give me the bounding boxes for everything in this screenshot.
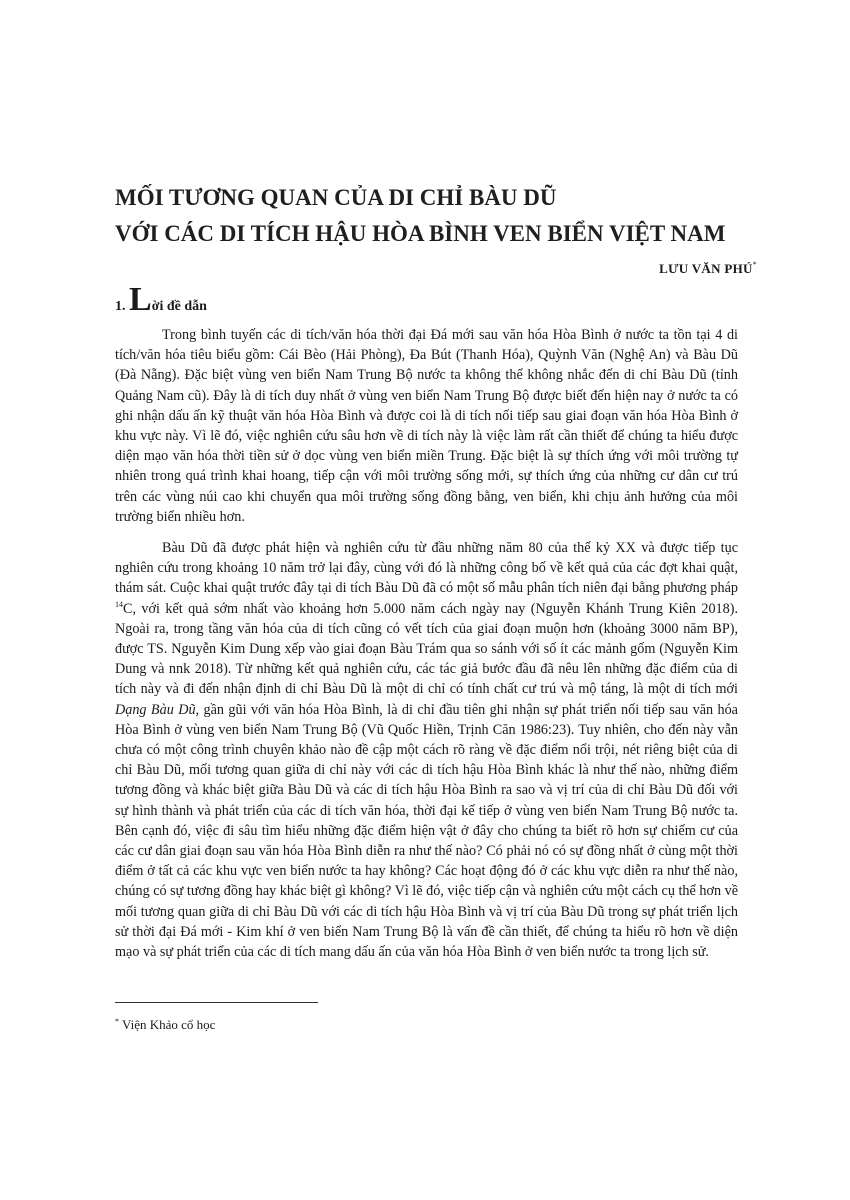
footnote-marker: * xyxy=(115,1017,119,1026)
author-name xyxy=(659,260,757,277)
paragraph-2-part-c: gần gũi với văn hóa Hòa Bình, là di chỉ đầu tiên ghi nhận sự phát triển nối tiếp sau văn hóa Hòa Bình ở vùng ven biển Nam Trung Bộ (Vũ Quốc Hiền, Trịnh Căn 1986:23). Tuy nhiên, cho đến này vẫn chưa có một công trình chuyên khảo nào đề cập một cách rõ ràng về đặc điểm nổi trội, nét riêng biệt của di chỉ Bàu Dũ, mối tương quan giữa di chỉ này với các di tích hậu Hòa Bình khác là như thế nào, những điểm tương đồng và khác biệt giữa Bàu Dũ và các di tích hậu Hòa Bình ra sao và vị trí của di chỉ Bàu Dũ đối với sự hình thành và phát triển của các di tích văn hóa, thời đại kế tiếp ở vùng ven biển Nam Trung Bộ nước ta. Bên cạnh đó, việc đi sâu tìm hiểu những đặc điểm hiện vật ở đây cho chúng ta biết rõ hơn sự chiếm cư của các cư dân giai đoạn sau văn hóa Hòa Bình diễn ra như thế nào? Có phải nó có sự đồng nhất ở cùng một thời điểm ở tất cả các khu vực ven biển nước ta hay không? Các hoạt động đó ở các khu vực diễn ra như thế nào, chúng có sự tương đồng hay khác biệt gì không? Vì lẽ đó, việc tiếp cận và nghiên cứu một cách cụ thể hơn về mối tương quan giữa di chỉ Bàu Dũ với các di tích hậu Hòa Bình và vị trí của Bàu Dũ trong sự phát triển lịch sử thời đại Đá mới - Kim khí ở ven biển Nam Trung Bộ là vấn đề cần thiết, để chúng ta hiểu rõ hơn về diện mạo và sự phát triển của các di tích mang dấu ấn của văn hóa Hòa Bình ở ven biển nước ta trong lịch sử. xyxy=(115,701,738,961)
section-dropcap: L xyxy=(129,281,152,318)
article-title xyxy=(115,180,755,252)
title-line-1: MỐI TƯƠNG QUAN CỦA DI CHỈ BÀU DŨ xyxy=(115,185,557,210)
body-text xyxy=(115,325,738,973)
title-line-2: VỚI CÁC DI TÍCH HẬU HÒA BÌNH VEN BIỂN VIỆT NAM xyxy=(115,221,726,246)
author-text: LƯU VĂN PHÚ xyxy=(659,261,753,276)
paragraph-2 xyxy=(115,538,738,962)
footnote xyxy=(115,1017,215,1033)
carbon-superscript: 14 xyxy=(115,599,123,609)
paragraph-2-part-b: C, với kết quả sớm nhất vào khoảng hơn 5.000 năm cách ngày nay (Nguyễn Khánh Trung Kiên 2018). Ngoài ra, trong tầng văn hóa của di tích cũng có vết tích của giai đoạn muộn hơn (khoảng 3000 năm BP), được TS. Nguyễn Kim Dung xếp vào giai đoạn Bàu Trám qua so sánh với số ít các mảnh gốm (Nguyễn Kim Dung và nnk 2018). Từ những kết quả nghiên cứu, các tác giả bước đầu đã nêu lên những đặc điểm của di tích này và đi đến nhận định di chỉ Bàu Dũ là một di chỉ có tính chất cư trú và mộ táng, là một di tích mới xyxy=(115,600,738,698)
paragraph-1: Trong bình tuyến các di tích/văn hóa thời đại Đá mới sau văn hóa Hòa Bình ở nước ta tồn tại 4 di tích/văn hóa tiêu biểu gồm: Cái Bèo (Hải Phòng), Đa Bút (Thanh Hóa), Quỳnh Văn (Nghệ An) và Bàu Dũ (Đà Nẵng). Đặc biệt vùng ven biển Nam Trung Bộ nước ta không thể không nhắc đến di chỉ Bàu Dũ (tỉnh Quảng Nam cũ). Đây là di tích duy nhất ở vùng ven biển Nam Trung Bộ được biết đến hiện nay ở nước ta có ghi nhận dấu ấn kỹ thuật văn hóa Hòa Bình và được coi là di tích nối tiếp sau giai đoạn văn hóa Hòa Bình ở khu vực này. Vì lẽ đó, việc nghiên cứu sâu hơn về di tích này là việc làm rất cần thiết để chúng ta hiểu được diện mạo văn hóa thời tiền sử ở dọc vùng ven biển miền Trung. Đặc biệt là sự thích ứng với môi trường tự nhiên trong quá trình khai hoang, tiếp cận với môi trường sống mới, sự thích ứng của những cư dân cư trú trên các vùng núi cao khi chuyển qua môi trường sống đồng bằng, ven biển, khi chịu ảnh hưởng của môi trường biển nhiều hơn. xyxy=(115,327,738,525)
paragraph-2-part-a: Bàu Dũ đã được phát hiện và nghiên cứu từ đầu những năm 80 của thế kỷ XX và được tiếp tục nghiên cứu trong khoảng 10 năm trở lại đây, cùng với đó là những công bố về kết quả của các đợt khai quật, thám sát. Cuộc khai quật trước đây tại di tích Bàu Dũ đã có một số mẫu phân tích niên đại bằng phương pháp xyxy=(115,540,738,597)
author-footnote-marker: * xyxy=(752,260,757,269)
paragraph-2-italic: Dạng Bàu Dũ, xyxy=(115,701,200,718)
footnote-text: Viện Khảo cổ học xyxy=(119,1017,216,1032)
section-heading-text: ời đề dẫn xyxy=(151,299,207,314)
footnote-divider xyxy=(115,1002,318,1003)
section-heading xyxy=(115,281,207,318)
section-number: 1. xyxy=(115,299,126,314)
